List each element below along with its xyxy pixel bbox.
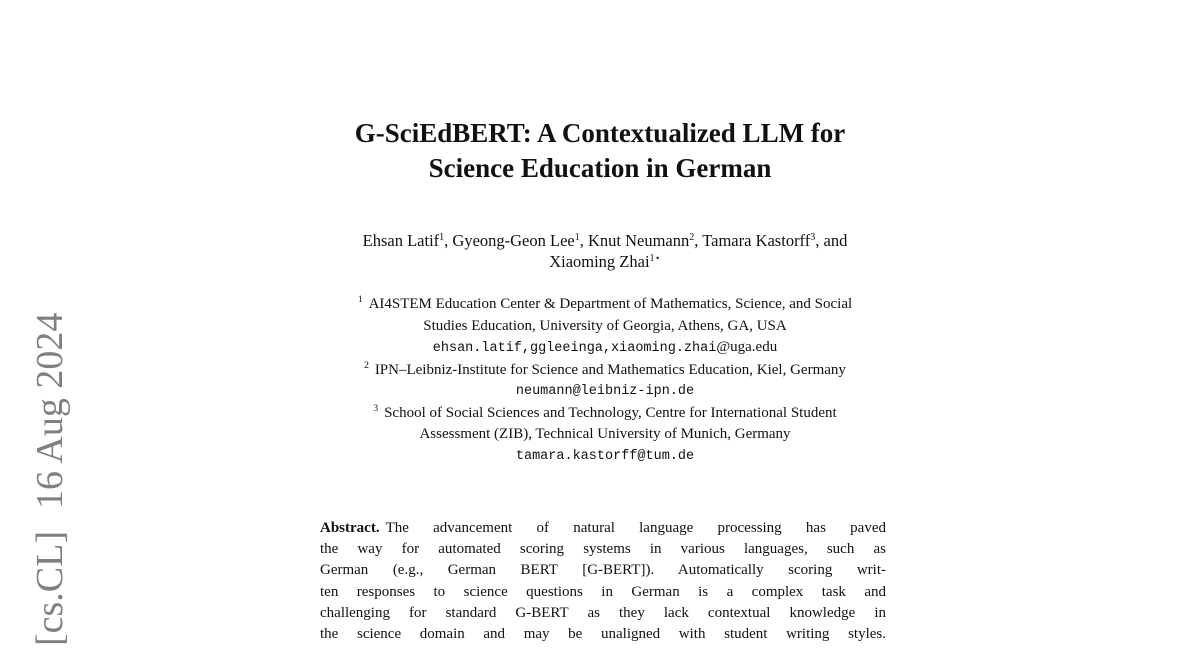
affil-mark: 1 xyxy=(357,295,363,305)
abstract-line: German (e.g., German BERT [G-BERT]). Automatically scoring writ- xyxy=(320,562,886,579)
affil-email[interactable] xyxy=(260,337,950,360)
author-name: Knut Neumann xyxy=(587,231,690,250)
affil-mark: 2 xyxy=(364,360,369,371)
affil-line: AI4STEM Education Center & Department of Mathematics, Science, and Social xyxy=(368,296,853,312)
email-user: ehsan.latif,ggleeinga,xiaoming.zhai xyxy=(432,341,717,356)
author-list xyxy=(260,230,950,272)
author-affil-mark: 1 xyxy=(574,232,580,243)
affiliation-1 xyxy=(260,294,950,360)
affil-line: Studies Education, University of Georgia, Athens, GA, USA xyxy=(423,317,787,334)
affiliation-3 xyxy=(260,403,950,468)
author-separator: , and xyxy=(815,231,848,250)
affil-mark: 3 xyxy=(373,403,379,414)
author-name: Xiaoming Zhai xyxy=(549,252,650,271)
affil-email[interactable]: tamara.kastorff@tum.de xyxy=(515,448,695,464)
abstract-line: the way for automated scoring systems in various languages, such as xyxy=(320,541,886,558)
paper-title xyxy=(280,116,920,186)
author-name: Gyeong-Geon Lee xyxy=(452,231,575,250)
affil-email[interactable]: neumann@leibniz-ipn.de xyxy=(515,384,695,399)
author-affil-mark: 3 xyxy=(810,232,816,243)
title-line: G-SciEdBERT: A Contextualized LLM for xyxy=(354,118,846,148)
arxiv-date: 16 Aug 2024 xyxy=(29,312,71,509)
affiliation-2 xyxy=(260,360,950,403)
abstract xyxy=(320,518,886,645)
abstract-line xyxy=(320,518,886,539)
abstract-line: ten responses to science questions in German is a complex task and xyxy=(320,583,886,600)
author-separator: , xyxy=(444,231,453,250)
email-domain: @uga.edu xyxy=(716,339,778,355)
arxiv-stamp xyxy=(30,313,70,646)
arxiv-category: [cs.CL] xyxy=(29,530,71,646)
author-separator: , xyxy=(694,231,703,250)
affiliation-list xyxy=(260,294,950,467)
affil-line: School of Social Sciences and Technology, Centre for International Student xyxy=(384,404,837,421)
affil-line: Assessment (ZIB), Technical University of Munich, Germany xyxy=(419,426,791,442)
abstract-line: challenging for standard G-BERT as they lack contextual knowledge in xyxy=(320,604,886,621)
author-affil-mark: 1⋆ xyxy=(649,253,661,264)
affil-line: IPN–Leibniz-Institute for Science and Mathematics Education, Kiel, Germany xyxy=(374,361,846,378)
author-name: Tamara Kastorff xyxy=(702,231,811,250)
title-line: Science Education in German xyxy=(428,153,772,183)
abstract-text: The advancement of natural language processing has paved xyxy=(385,520,886,536)
author-separator: , xyxy=(579,231,588,250)
author-affil-mark: 1 xyxy=(439,232,445,243)
abstract-label: Abstract. xyxy=(320,520,380,536)
author-affil-mark: 2 xyxy=(689,232,695,243)
abstract-line: the science domain and may be unaligned with student writing styles. xyxy=(320,626,886,643)
author-name: Ehsan Latif xyxy=(362,231,440,250)
